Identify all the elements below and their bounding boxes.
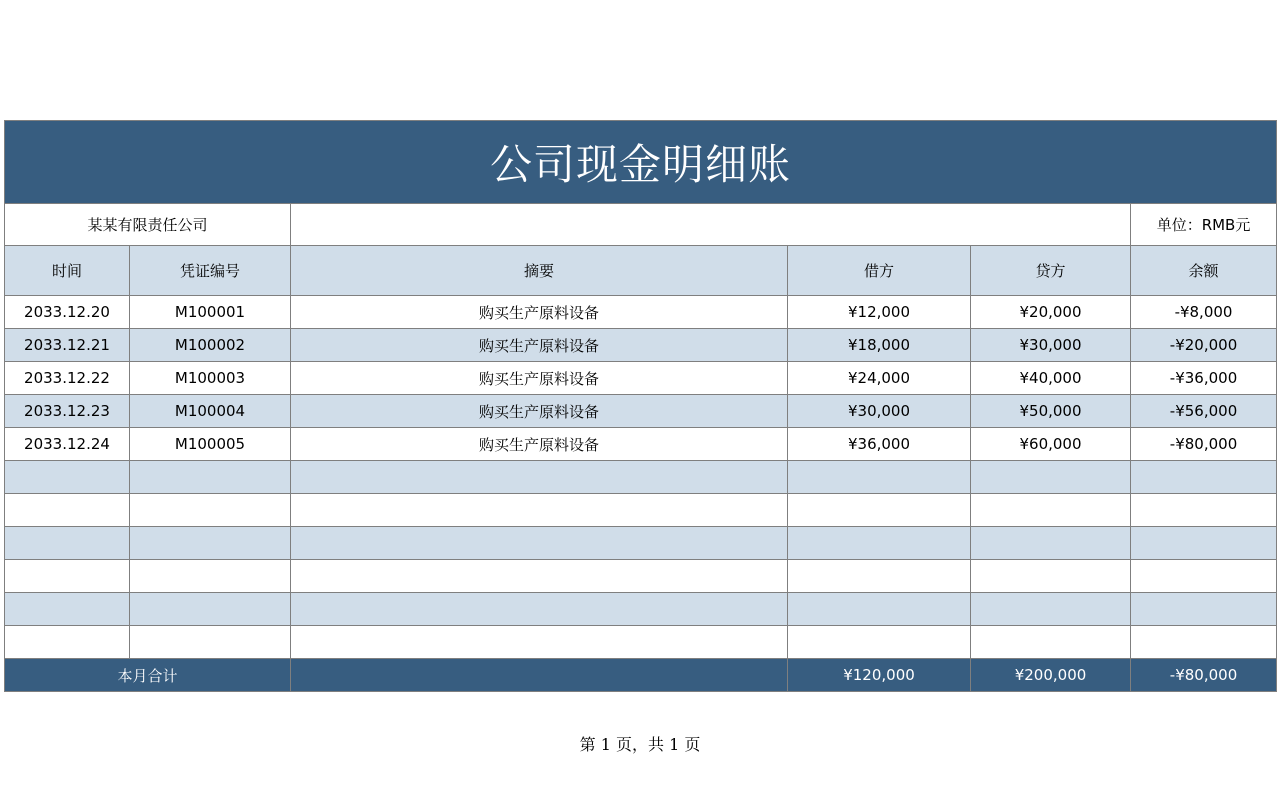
voucher-no-cell[interactable]: M100005 bbox=[130, 428, 291, 461]
header-voucher-no[interactable]: 凭证编号 bbox=[130, 246, 291, 296]
header-summary[interactable]: 摘要 bbox=[291, 246, 788, 296]
header-balance[interactable]: 余额 bbox=[1131, 246, 1277, 296]
table-row bbox=[5, 461, 1277, 494]
balance-cell[interactable]: -¥36,000 bbox=[1131, 362, 1277, 395]
meta-blank-cell[interactable] bbox=[291, 204, 1131, 246]
summary-cell[interactable]: 购买生产原料设备 bbox=[291, 395, 788, 428]
credit-cell[interactable]: ¥30,000 bbox=[971, 329, 1131, 362]
date-cell[interactable]: 2033.12.22 bbox=[5, 362, 130, 395]
credit-cell[interactable] bbox=[971, 494, 1131, 527]
credit-cell[interactable]: ¥40,000 bbox=[971, 362, 1131, 395]
credit-cell[interactable] bbox=[971, 593, 1131, 626]
table-row bbox=[5, 395, 1277, 428]
summary-cell[interactable] bbox=[291, 461, 788, 494]
table-row bbox=[5, 527, 1277, 560]
debit-cell[interactable] bbox=[788, 494, 971, 527]
debit-cell[interactable]: ¥36,000 bbox=[788, 428, 971, 461]
cash-ledger-table bbox=[4, 120, 1277, 692]
date-cell[interactable] bbox=[5, 560, 130, 593]
unit-cell[interactable]: 单位：RMB元 bbox=[1131, 204, 1277, 246]
ledger-title[interactable]: 公司现金明细账 bbox=[5, 121, 1277, 204]
table-row bbox=[5, 494, 1277, 527]
table-row bbox=[5, 560, 1277, 593]
debit-cell[interactable] bbox=[788, 626, 971, 659]
debit-cell[interactable]: ¥18,000 bbox=[788, 329, 971, 362]
balance-cell[interactable]: -¥56,000 bbox=[1131, 395, 1277, 428]
total-row bbox=[5, 659, 1277, 692]
voucher-no-cell[interactable] bbox=[130, 461, 291, 494]
balance-cell[interactable] bbox=[1131, 560, 1277, 593]
balance-cell[interactable] bbox=[1131, 461, 1277, 494]
summary-cell[interactable] bbox=[291, 560, 788, 593]
date-cell[interactable] bbox=[5, 593, 130, 626]
table-row bbox=[5, 296, 1277, 329]
table-row bbox=[5, 593, 1277, 626]
voucher-no-cell[interactable]: M100003 bbox=[130, 362, 291, 395]
column-header-row bbox=[5, 246, 1277, 296]
credit-cell[interactable] bbox=[971, 560, 1131, 593]
date-cell[interactable]: 2033.12.24 bbox=[5, 428, 130, 461]
voucher-no-cell[interactable] bbox=[130, 626, 291, 659]
credit-cell[interactable]: ¥20,000 bbox=[971, 296, 1131, 329]
summary-cell[interactable] bbox=[291, 626, 788, 659]
header-date[interactable]: 时间 bbox=[5, 246, 130, 296]
total-credit-cell[interactable]: ¥200,000 bbox=[971, 659, 1131, 692]
voucher-no-cell[interactable] bbox=[130, 560, 291, 593]
date-cell[interactable] bbox=[5, 494, 130, 527]
header-credit[interactable]: 贷方 bbox=[971, 246, 1131, 296]
debit-cell[interactable] bbox=[788, 560, 971, 593]
table-row bbox=[5, 329, 1277, 362]
balance-cell[interactable] bbox=[1131, 593, 1277, 626]
voucher-no-cell[interactable] bbox=[130, 527, 291, 560]
date-cell[interactable]: 2033.12.23 bbox=[5, 395, 130, 428]
debit-cell[interactable]: ¥24,000 bbox=[788, 362, 971, 395]
date-cell[interactable]: 2033.12.21 bbox=[5, 329, 130, 362]
summary-cell[interactable] bbox=[291, 494, 788, 527]
summary-cell[interactable]: 购买生产原料设备 bbox=[291, 329, 788, 362]
date-cell[interactable] bbox=[5, 626, 130, 659]
total-label-cell[interactable]: 本月合计 bbox=[5, 659, 291, 692]
total-debit-cell[interactable]: ¥120,000 bbox=[788, 659, 971, 692]
total-summary-cell[interactable] bbox=[291, 659, 788, 692]
summary-cell[interactable]: 购买生产原料设备 bbox=[291, 428, 788, 461]
date-cell[interactable] bbox=[5, 461, 130, 494]
credit-cell[interactable]: ¥60,000 bbox=[971, 428, 1131, 461]
balance-cell[interactable]: -¥80,000 bbox=[1131, 428, 1277, 461]
debit-cell[interactable]: ¥12,000 bbox=[788, 296, 971, 329]
debit-cell[interactable] bbox=[788, 461, 971, 494]
voucher-no-cell[interactable] bbox=[130, 593, 291, 626]
table-row bbox=[5, 362, 1277, 395]
date-cell[interactable] bbox=[5, 527, 130, 560]
balance-cell[interactable] bbox=[1131, 626, 1277, 659]
title-row bbox=[5, 121, 1277, 204]
debit-cell[interactable]: ¥30,000 bbox=[788, 395, 971, 428]
debit-cell[interactable] bbox=[788, 527, 971, 560]
balance-cell[interactable] bbox=[1131, 494, 1277, 527]
page-footer: 第 1 页，共 1 页 bbox=[579, 735, 701, 754]
ledger-body bbox=[5, 296, 1277, 659]
header-debit[interactable]: 借方 bbox=[788, 246, 971, 296]
summary-cell[interactable] bbox=[291, 593, 788, 626]
summary-cell[interactable] bbox=[291, 527, 788, 560]
balance-cell[interactable] bbox=[1131, 527, 1277, 560]
meta-row bbox=[5, 204, 1277, 246]
credit-cell[interactable] bbox=[971, 527, 1131, 560]
company-name-cell[interactable]: 某某有限责任公司 bbox=[5, 204, 291, 246]
table-row bbox=[5, 626, 1277, 659]
credit-cell[interactable]: ¥50,000 bbox=[971, 395, 1131, 428]
voucher-no-cell[interactable]: M100002 bbox=[130, 329, 291, 362]
summary-cell[interactable]: 购买生产原料设备 bbox=[291, 296, 788, 329]
voucher-no-cell[interactable] bbox=[130, 494, 291, 527]
date-cell[interactable]: 2033.12.20 bbox=[5, 296, 130, 329]
balance-cell[interactable]: -¥20,000 bbox=[1131, 329, 1277, 362]
table-row bbox=[5, 428, 1277, 461]
credit-cell[interactable] bbox=[971, 461, 1131, 494]
credit-cell[interactable] bbox=[971, 626, 1131, 659]
debit-cell[interactable] bbox=[788, 593, 971, 626]
total-balance-cell[interactable]: -¥80,000 bbox=[1131, 659, 1277, 692]
voucher-no-cell[interactable]: M100001 bbox=[130, 296, 291, 329]
summary-cell[interactable]: 购买生产原料设备 bbox=[291, 362, 788, 395]
balance-cell[interactable]: -¥8,000 bbox=[1131, 296, 1277, 329]
voucher-no-cell[interactable]: M100004 bbox=[130, 395, 291, 428]
